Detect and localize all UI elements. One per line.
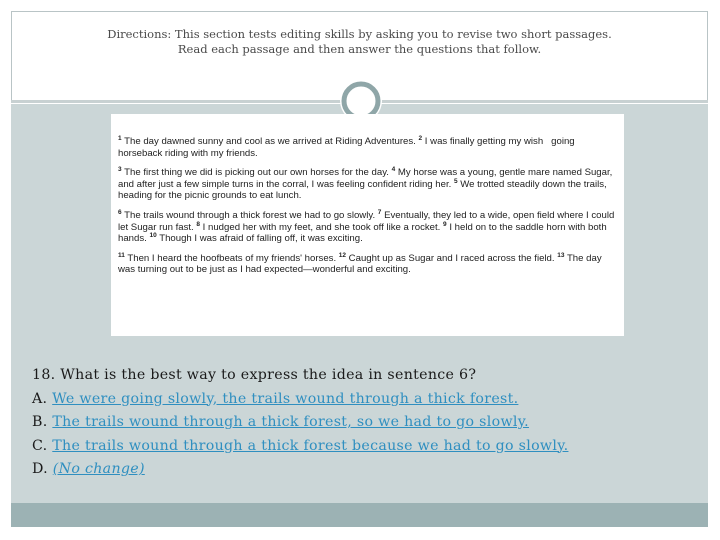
question-block: [32, 364, 692, 482]
option-a-link[interactable]: We were going slowly, the trails wound through a thick forest.: [52, 390, 519, 407]
sentence-number: 5: [453, 177, 458, 185]
sentence-text: I was finally getting my wish going horseback riding with my friends.: [118, 136, 575, 159]
sentence-text: Then I heard the hoofbeats of my friends' horses.: [124, 252, 339, 264]
option-a[interactable]: [32, 388, 692, 412]
sentence-number: 6: [118, 208, 122, 216]
sentence-text: My horse was a young, gentle mare named Sugar, and after just a few simple turns in the corral, I was feeling confident riding her.: [118, 167, 613, 190]
sentence-number: 11: [118, 251, 125, 259]
passage-paragraph: [118, 136, 621, 159]
option-d[interactable]: [32, 458, 692, 482]
question-stem: 18. What is the best way to express the idea in sentence 6?: [32, 367, 477, 383]
sentence-number: 8: [196, 220, 201, 228]
directions-text: [12, 27, 707, 57]
sentence-number: 3: [118, 166, 122, 173]
sentence-text: Eventually, they led to a wide, open field where I could let Sugar run fast.: [118, 209, 615, 233]
option-b-link[interactable]: The trails wound through a thick forest, so we had to go slowly.: [52, 414, 529, 430]
option-b[interactable]: [32, 411, 692, 435]
sentence-text: We trotted steadily down the trails, heading for the picnic grounds to eat lunch.: [118, 178, 607, 202]
sentence-text: I nudged her with my feet, and she took off like a rocket.: [200, 221, 444, 233]
sentence-number: 4: [391, 166, 396, 173]
sentence-text: Caught up as Sugar and I raced across the field.: [346, 252, 558, 264]
option-letter: A.: [32, 390, 53, 407]
sentence-number: 10: [149, 231, 157, 239]
sentence-text: The day dawned sunny and cool as we arrived at Riding Adventures.: [121, 136, 419, 147]
sentence-number: 2: [418, 134, 423, 142]
option-letter: B.: [32, 414, 53, 430]
sentence-number: 12: [338, 251, 347, 259]
directions-line-1: Directions: This section tests editing skills by asking you to revise two short passages.: [107, 27, 612, 41]
option-c-link[interactable]: The trails wound through a thick forest because we had to go slowly.: [52, 437, 569, 454]
option-letter: C.: [32, 437, 53, 454]
directions-line-2: Read each passage and then answer the questions that follow.: [177, 42, 542, 56]
passage-paragraph: [118, 210, 621, 245]
passage-text: [118, 136, 621, 284]
option-letter: D.: [32, 461, 53, 477]
sentence-text: The trails wound through a thick forest we had to go slowly.: [121, 209, 378, 221]
sentence-text: The first thing we did is picking out our own horses for the day.: [121, 167, 392, 179]
sentence-number: 9: [443, 220, 447, 228]
passage-paragraph: [118, 167, 621, 202]
sentence-text: I held on to the saddle horn with both hands.: [118, 221, 607, 245]
option-c[interactable]: [32, 435, 692, 459]
sentence-number: 1: [118, 134, 122, 142]
option-d-link[interactable]: (No change): [52, 461, 145, 477]
passage-paragraph: [118, 253, 621, 276]
bottom-bar: [11, 503, 708, 527]
sentence-text: The day was turning out to be just as I had expected—wonderful and exciting.: [118, 252, 602, 276]
sentence-number: 13: [557, 251, 565, 259]
passage-image: [111, 114, 624, 336]
sentence-text: Though I was afraid of falling off, it was exciting.: [156, 233, 363, 245]
sentence-number: 7: [377, 208, 382, 216]
